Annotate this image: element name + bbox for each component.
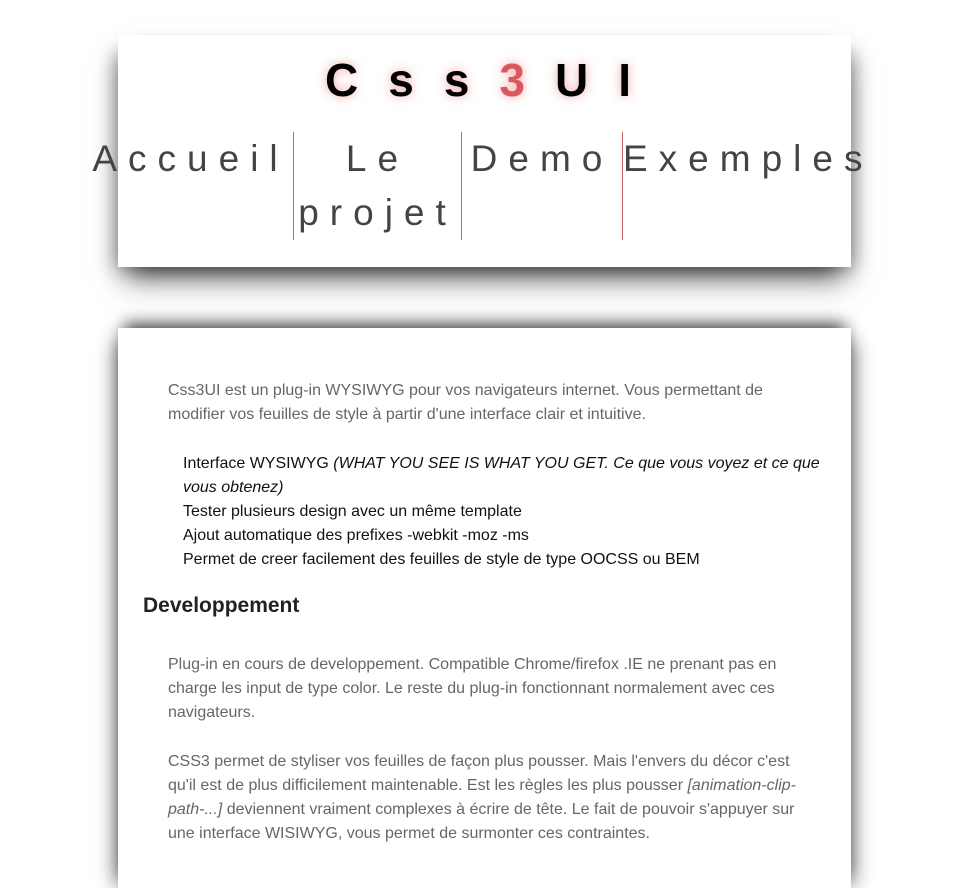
feature-item: Tester plusieurs design avec un même template: [183, 503, 522, 520]
dev-paragraph-2-emphasis: [animation-clip-path-...]: [168, 777, 796, 818]
dev-paragraph-1: Plug-in en cours de developpement. Compatible Chrome/firefox .IE ne prenant pas en charge les input de type color. Le reste du plug-in fonctionnant normalement avec ces navigateurs.: [168, 656, 777, 721]
feature-note: (WHAT YOU SEE IS WHAT YOU GET. Ce que vous voyez et ce que vous obtenez): [183, 455, 820, 496]
nav-item-demo[interactable]: Demo: [470, 138, 614, 179]
dev-paragraph-2-text-end: deviennent vraiment complexes à écrire de tête. Le fait de pouvoir s'appuyer sur une interface WISIWYG, vous permet de surmonter ces contraintes.: [168, 801, 795, 842]
logo-letter-3: 3: [499, 54, 525, 106]
logo-letter-i: I: [618, 54, 632, 106]
logo-letter-s2: s: [443, 54, 470, 106]
feature-item: Ajout automatique des prefixes -webkit -moz -ms: [183, 527, 529, 544]
feature-label: Interface WYSIWYG: [183, 455, 334, 472]
intro-paragraph: Css3UI est un plug-in WYSIWYG pour vos navigateurs internet. Vous permettant de modifier vos feuilles de style à partir d'une interface clair et intuitive.: [168, 382, 763, 423]
nav-item-exemples[interactable]: Exemples: [623, 138, 874, 179]
feature-list: [183, 452, 833, 572]
logo-letter-s1: s: [388, 54, 414, 106]
logo[interactable]: [0, 52, 956, 108]
nav-item-le-projet[interactable]: Le projet: [298, 138, 457, 233]
dev-paragraph-2: [168, 750, 808, 846]
logo-letter-u: U: [555, 54, 589, 106]
main-nav: [0, 132, 956, 242]
feature-item: Permet de creer facilement des feuilles de style de type OOCSS ou BEM: [183, 551, 700, 568]
nav-item-accueil[interactable]: Accueil: [92, 138, 289, 179]
logo-letter-c: C: [324, 54, 359, 106]
feature-item: [183, 452, 833, 500]
section-heading: Developpement: [143, 594, 300, 617]
dev-paragraph-2-text: CSS3 permet de styliser vos feuilles de façon plus pousser. Mais l'envers du décor c'est qu'il est de plus difficilement maintenable. Est les règles les plus pousser: [168, 753, 790, 794]
